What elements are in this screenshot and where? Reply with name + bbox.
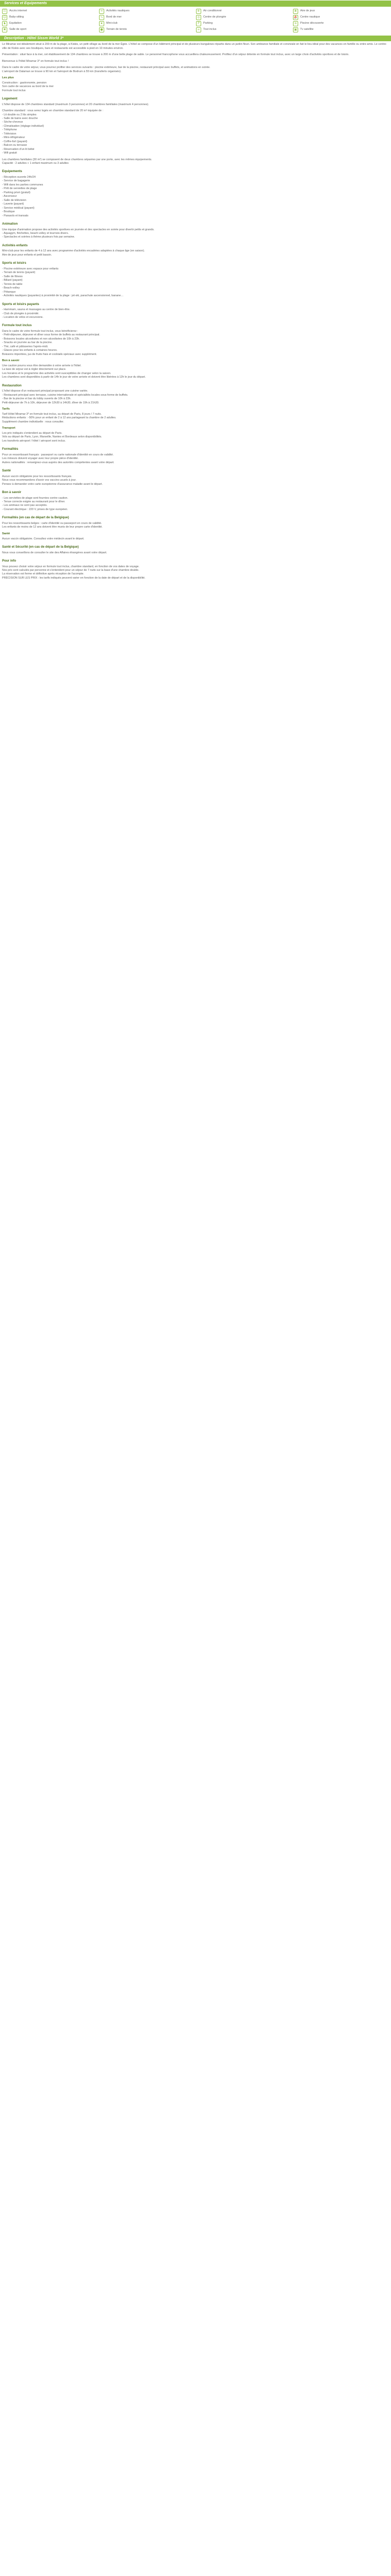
sports-loisirs-title: Sports et loisirs [2,261,26,265]
gym-icon: ✖ [2,27,7,32]
sports-loisirs-line: - Activités nautiques (payantes) à proximité de la plage : jet-ski, parachute ascensionnel, banane… [2,294,124,298]
service-label: Activités nautiques [106,9,129,12]
formalites-list [2,453,389,465]
restauration-line: L'hôtel dispose d'un restaurant principal proposant une cuisine variée. [2,389,88,393]
equipement-item: - Service médical (payant) [2,206,35,210]
activites-enfants-line: Mini-club pour les enfants de 4 à 12 ans avec programme d'activités encadrées adaptées à chaque âge (en saison). [2,249,145,253]
service-label: Salle de sport [9,27,26,31]
bon-a-savoir-line: Les horaires et le programme des activités sont susceptibles de changer selon la saison. [2,371,111,375]
sports-loisirs-line: - Salle de fitness [2,275,23,278]
tv-icon: ▣ [293,27,298,32]
restauration-line: - Bar de la piscine et bar du lobby ouverts de 10h à 23h. [2,397,71,401]
sea-icon: ∿ [99,15,104,20]
sante-line: Aucun vaccin obligatoire pour les ressortissants français. [2,474,72,478]
bon-a-savoir-2-line: - Courant électrique : 220 V, prises de type européen. [2,507,68,511]
service-label: Parking [203,21,213,25]
pour-info-line: La réservation est ferme et définitive après réception de l'acompte. [2,572,84,576]
bon-a-savoir-2-title: Bon à savoir [2,490,22,494]
formule-line: - Thé, café et pâtisseries l'après-midi. [2,345,48,348]
logement-item: - Sèche-cheveux [2,121,23,124]
all-inclusive-icon: ∞ [196,27,201,32]
logement-item: - Climatisation (réglage individuel) [2,124,44,128]
les-plus-item: Formule tout inclus [2,89,26,92]
formalites-line: Pour un ressortissant français : passeport ou carte nationale d'identité en cours de validité. [2,453,114,456]
securite-belgique-title: Santé et Sécurité (en cas de départ de la Belgique) [2,545,79,549]
description-header: Description - Hôtel Sissm World 3* [0,36,391,42]
description-paragraph: Présentation : situé face à la mer, cet établissement de 134 chambres se trouve à 200 m d'une belle plage de sable. Le personnel francophone vous accueillera chaleureusement. Profitez d'un séjour détente en formule tout inclus, avec un large choix d'activités sportives et de loisirs. [2,53,349,57]
activites-enfants-list [2,249,389,257]
equipement-item: - Laverie (payant) [2,202,24,206]
bon-a-savoir-line: Une caution pourra vous être demandée à votre arrivée à l'hôtel. [2,364,82,367]
transport-line: Vols au départ de Paris, Lyon, Marseille, Nantes et Bordeaux selon disponibilités. [2,435,102,439]
equipement-item: - Wifi dans les parties communes [2,183,43,187]
service-item [293,8,389,14]
sante-2-list [2,537,389,541]
restauration-title: Restauration [2,383,22,387]
sports-payants-list [2,308,389,319]
les-plus-item: Construction : gastronomie, pension [2,81,47,84]
service-item [196,21,292,27]
service-label: Accès internet [9,9,27,12]
sports-payants-line: - Location de vélos et excursions. [2,315,44,319]
animation-list [2,228,389,240]
transport-line: Les transferts aéroport / hôtel / aéroport sont inclus. [2,439,66,443]
service-item [2,21,98,27]
tarifs-line: Supplément chambre individuelle : nous consulter. [2,420,64,423]
sante-2-line: Aucun vaccin obligatoire. Consultez votre médecin avant le départ. [2,537,85,540]
sports-payants-line: - Hammam, sauna et massages au centre de bien-être. [2,308,71,312]
service-label: Equitation [9,21,22,25]
tennis-icon: ● [99,27,104,32]
transport-line: Les prix indiqués s'entendent au départ de Paris. [2,431,62,435]
sailboat-icon: ⛵ [294,15,298,19]
service-item [2,27,98,33]
formalites-belgique-line: Pour les ressortissants belges : carte d'identité ou passeport en cours de validité. [2,521,102,525]
equipement-item: - Réception ouverte 24h/24 [2,176,36,179]
service-item [196,14,292,21]
restauration-line: Petit-déjeuner de 7h à 10h, déjeuner de 12h30 à 14h30, dîner de 19h à 21h30. [2,401,100,404]
description-line: L'aéroport de Dalaman se trouve à 90 km et l'aéroport de Bodrum à 55 km (transferts organisés). [2,70,122,73]
equipement-item: - Prêt de serviettes de plage [2,187,37,191]
sante-2-title: Santé [2,532,10,535]
les-plus-item: Son cadre de vacances au bord de la mer [2,85,54,89]
service-label: Tv satellite [300,27,314,31]
sports-loisirs-line: - Pétanque [2,290,16,294]
logement-item: - Mini-réfrigérateur [2,136,25,140]
water-icon: ≈ [99,9,104,14]
logement-item: - Téléphone [2,128,17,132]
service-item [99,27,195,33]
formule-line: Dans le cadre de votre formule tout inclus, vous bénéficierez : [2,329,78,333]
service-label: Aire de jeux [300,9,315,12]
logement-item: - Balcon ou terrasse [2,144,27,147]
animation-line: - Spectacles et soirées à thème plusieurs fois par semaine. [2,235,75,239]
equipement-item: - Parasols et transats [2,214,28,217]
sante-line: Pensez à demander votre carte européenne d'assurance maladie avant le départ. [2,482,103,486]
logement-item: - Wifi gratuit [2,151,17,155]
pour-info-list [2,565,389,581]
service-item [99,14,195,21]
equipement-item: - Ascenseur [2,195,17,198]
logement-item: - Réservation d'un lit bébé [2,147,35,151]
formalites-belgique-line: Les enfants de moins de 12 ans doivent être munis de leur propre carte d'identité. [2,526,103,529]
sports-loisirs-line: - Billard (payant) [2,279,23,282]
bon-a-savoir-2-list [2,497,389,512]
service-item [196,8,292,14]
description-section [0,43,391,580]
equipement-item: - Boutique [2,210,15,214]
logement-title: Logement [2,97,18,101]
sports-loisirs-line: - Beach-volley [2,286,20,290]
formalites-belgique-title: Formalités (en cas de départ de la Belgique) [2,516,69,520]
formule-line: - Petit-déjeuner, déjeuner et dîner sous forme de buffets au restaurant principal. [2,333,100,337]
formule-title: Formule tout inclus [2,324,32,328]
horse-icon: ♞ [2,21,7,26]
sports-loisirs-line: - Piscine extérieure avec espace pour enfants [2,267,59,270]
service-label: Baby-sitting [9,15,24,19]
formalites-title: Formalités [2,447,19,451]
service-label: Tout inclus [203,27,217,31]
service-item [99,21,195,27]
formule-line: - Snacks en journée au bar de la piscine. [2,341,53,345]
sports-payants-line: - Club de plongée à proximité. [2,312,39,315]
wifi-icon: ☷ [2,9,7,14]
bon-a-savoir-list [2,364,389,380]
service-label: Terrain de tennis [106,27,127,31]
service-label: Air conditionné [203,9,222,12]
sports-loisirs-list [2,267,389,298]
tarifs-line: Tarif Hôtel Miramar 3* en formule tout inclus, au départ de Paris, 8 jours / 7 nuits. [2,412,102,416]
securite-belgique-line: Nous vous conseillons de consulter le site des Affaires étrangères avant votre départ. [2,551,107,554]
formule-line: Boissons importées, jus de fruits frais et cocktails spéciaux avec supplément. [2,352,97,356]
logement-capacity: Capacité : 2 adultes + 1 enfant maximum ou 3 adultes [2,162,69,165]
page [0,1,391,2576]
services-grid [0,8,391,35]
sports-loisirs-line: - Terrain de tennis (payant) [2,271,36,275]
sante-list [2,475,389,486]
bon-a-savoir-2-line: - Tenue correcte exigée au restaurant pour le dîner. [2,500,66,503]
equipement-item: - Service de bagagerie [2,179,30,183]
equipement-item: - Parking privé (gratuit) [2,191,30,194]
equipement-item: - Salle de télévision [2,198,26,202]
animation-line: - Aquagym, fléchettes, beach-volley et tournois divers. [2,231,69,235]
activites-enfants-line: Aire de jeux pour enfants et petit bassin. [2,253,52,257]
service-item [293,27,389,33]
kids-club-icon: ★ [99,21,104,26]
sante-line: Nous vous recommandons d'avoir vos vaccins usuels à jour. [2,479,76,482]
service-item [99,8,195,14]
formule-line: - Boissons locales alcoolisées et non alcoolisées de 10h à 23h. [2,337,80,341]
service-label: Piscine découverte [300,21,324,25]
sante-title: Santé [2,469,11,473]
playground-icon: ❀ [293,9,298,14]
equipements-list [2,176,389,218]
service-label: Mini-club [106,21,118,25]
formalites-belgique-list [2,522,389,530]
logement-list [2,113,389,156]
service-item [293,21,389,27]
equipements-title: Equipements [2,170,22,174]
service-label: Centre nautique [300,15,320,19]
service-item [293,14,389,21]
logement-item: - Salle de bains avec douche [2,117,38,121]
service-item [2,8,98,14]
diving-icon: ◎ [196,15,201,20]
parking-icon: P [196,21,201,26]
pour-info-title: Pour info [2,558,17,563]
les-plus-title: Les plus [2,76,14,80]
activites-enfants-title: Activités enfants [2,243,28,247]
logement-intro: L'hôtel dispose de 134 chambres standard (maximum 3 personnes) et 20 chambres familiales (maximum 4 personnes). [2,103,149,106]
tarifs-line: Réductions enfants : -50% pour un enfant de 2 à 12 ans partageant la chambre de 2 adultes. [2,416,117,420]
transport-title: Transport [2,427,15,430]
transport-list [2,432,389,443]
bon-a-savoir-2-line: - Les serviettes de plage sont fournies contre caution. [2,496,68,500]
formalites-line: Les mineurs doivent voyager avec leur propre pièce d'identité. [2,457,79,461]
description-paragraph: Le Miramar est idéalement situé à 200 m de la plage, à Kiskis, un petit village au bord de la mer Égée. L'hôtel se compose d'un bâtiment principal et de plusieurs bungalows répartis dans un jardin fleuri. Son ambiance familiale et conviviale en fait le lieu idéal pour des vacances en famille ou entre amis. Le centre-ville de Kiskis avec ses boutiques, bars et restaurants est accessible à pied en 10 minutes environ. [2,43,387,50]
tarifs-title: Tarifs [2,408,10,411]
tarifs-list [2,413,389,424]
snowflake-icon: ❄ [196,9,201,14]
sports-payants-title: Sports et loisirs payants [2,302,39,306]
pool-icon: ≋ [293,21,298,26]
service-label: Bord de mer [106,15,122,19]
pour-info-line: Nos prix sont calculés par personne et s'entendent pour un séjour de 7 nuits sur la base d'une chambre double. [2,568,139,572]
animation-title: Animation [2,222,18,226]
logement-item: - Coffre-fort (payant) [2,140,27,143]
description-line: Dans le cadre de votre séjour, vous pourrez profiter des services suivants : piscine extérieure, bar de la piscine, restaurant principal avec buffets, et animations en soirée. [2,66,210,70]
formalites-line: Autres nationalités : renseignez-vous auprès des autorités compétentes avant votre départ. [2,461,115,464]
animation-line: Une équipe d'animation propose des activités sportives en journée et des spectacles en soirée pour divertir petits et grands. [2,228,155,231]
bon-a-savoir-line: La taxe de séjour est à régler directement sur place. [2,368,67,371]
pour-info-line: PRÉCISION SUR LES PRIX : les tarifs indiqués peuvent varier en fonction de la date de départ et de la disponibilité. [2,576,145,580]
bon-a-savoir-2-line: - Les animaux ne sont pas acceptés. [2,504,47,507]
bon-a-savoir-title: Bon à savoir [2,359,20,363]
restauration-line: - Restaurant principal avec terrasse, cuisine internationale et spécialités locales sous forme de buffets. [2,393,128,397]
logement-item: - Télévision [2,132,17,135]
formule-list [2,330,389,357]
restauration-list [2,389,389,405]
pour-info-line: Vous pouvez choisir votre séjour en formule tout inclus, chambre standard, en fonction de vos dates de voyage. [2,565,140,568]
logement-item: - Lit double ou 2 lits simples [2,113,37,116]
bon-a-savoir-line: Les chambres sont disponibles à partir de 14h le jour de votre arrivée et doivent être libérées à 12h le jour du départ. [2,376,146,379]
service-item [2,14,98,21]
securite-belgique-list [2,551,389,555]
service-label: Centre de plongée [203,15,226,19]
logement-sub: Chambre standard : vous serez logés en chambre standard de 20 m² équipée de : [2,109,103,113]
description-welcome: Bienvenue à l'hôtel Miramar 3* en formule tout inclus ! [2,59,69,63]
logement-family: Les chambres familiales (30 m²) se composent de deux chambres séparées par une porte, avec les mêmes équipements. [2,158,152,161]
services-header: Services et Equipements [0,1,391,7]
sports-loisirs-line: - Tennis de table [2,282,23,286]
formule-line: - Glaces pour les enfants à certaines heures. [2,349,58,352]
baby-icon: ☺ [3,15,7,19]
service-item [196,27,292,33]
